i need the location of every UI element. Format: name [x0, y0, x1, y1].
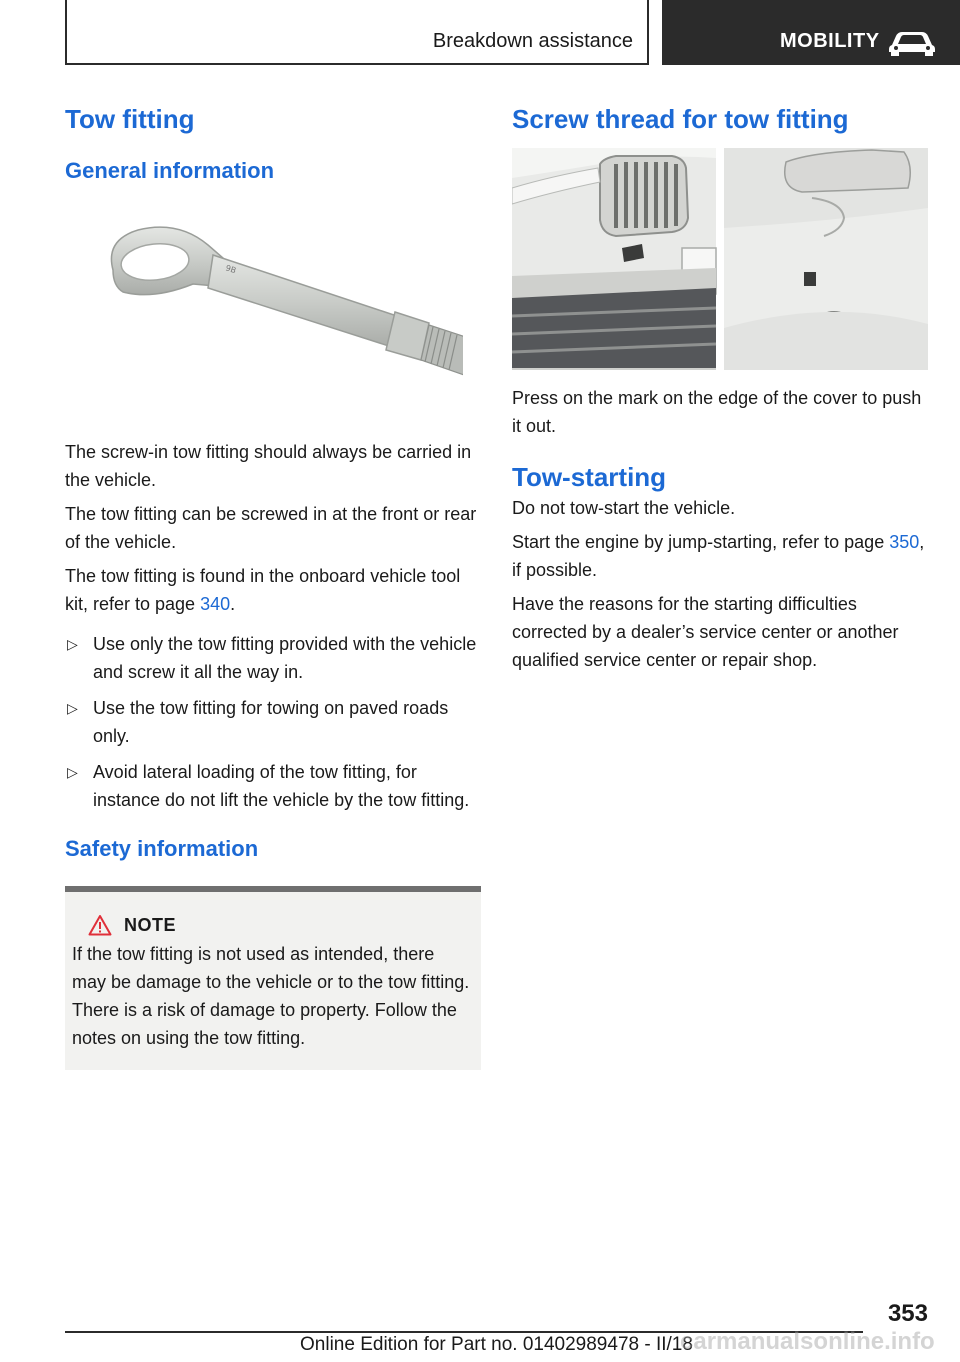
list-item [65, 758, 481, 814]
header-chapter-title: MOBILITY [780, 30, 880, 52]
paragraph-jump-start [512, 528, 928, 584]
header-section-title: Breakdown assistance [432, 30, 633, 52]
bullet-triangle-icon: ▷ [67, 764, 78, 780]
paragraph-tool-kit [65, 562, 481, 618]
right-column [512, 102, 928, 674]
paragraph-press-mark: Press on the mark on the edge of the cover to push it out. [512, 388, 922, 436]
list-item [65, 630, 481, 686]
paragraph-front-or-rear: The tow fitting can be screwed in at the front or rear of the vehicle. [65, 504, 477, 552]
jump-start-text-end: , if possible. [512, 532, 925, 580]
paragraph-no-tow-start: Do not tow-start the vehicle. [512, 498, 736, 518]
header-section-box [65, 0, 649, 65]
list-item-text: Use the tow fitting for towing on paved roads only. [93, 698, 449, 746]
screw-thread-heading: Screw thread for tow fitting [512, 104, 849, 134]
paragraph-starting-difficulties: Have the reasons for the starting difficulties corrected by a dealer’s service center or another qualified service center or repair shop. [512, 594, 899, 670]
general-information-heading: General information [65, 158, 275, 183]
bumper-cover-illustration [512, 148, 928, 370]
list-item-text: Use only the tow fitting provided with the vehicle and screw it all the way in. [93, 634, 477, 682]
tool-kit-text: The tow fitting is found in the onboard vehicle tool kit, refer to page [65, 566, 461, 614]
watermark: carmanualsonline.info [680, 1328, 935, 1355]
tow-fitting-bullet-list [65, 630, 481, 814]
note-header [88, 914, 473, 936]
svg-text:9B: 9B [224, 263, 238, 276]
page-340-link[interactable]: 340 [200, 594, 231, 614]
tow-starting-heading: Tow-starting [512, 462, 667, 492]
safety-information-heading: Safety information [65, 836, 259, 861]
note-box [65, 886, 481, 1070]
note-title: NOTE [124, 914, 177, 935]
bullet-triangle-icon: ▷ [67, 700, 78, 716]
bullet-triangle-icon: ▷ [67, 636, 78, 652]
list-item [65, 694, 481, 750]
note-text: If the tow fitting is not used as intended, there may be damage to the vehicle or to the tow fitting. There is a risk of damage to property. Follow the notes on using the tow fitting. [72, 944, 470, 1048]
jump-start-text: Start the engine by jump-starting, refer to page [512, 532, 890, 552]
warning-triangle-icon [88, 914, 112, 936]
list-item-text: Avoid lateral loading of the tow fitting, for instance do not lift the vehicle by the tow fitting. [93, 762, 470, 810]
left-column [65, 102, 481, 1070]
header-chapter-box [662, 0, 960, 65]
tow-fitting-illustration [83, 200, 463, 420]
footer-edition: Online Edition for Part no. 01402989478 - II/18 [300, 1334, 693, 1355]
tool-kit-text-end: . [230, 594, 236, 614]
paragraph-carry-in-vehicle: The screw-in tow fitting should always be carried in the vehicle. [65, 442, 472, 490]
car-icon [886, 28, 938, 56]
page-350-link[interactable]: 350 [889, 532, 920, 552]
tow-fitting-heading: Tow fitting [65, 104, 195, 134]
page-number: 353 [887, 1300, 928, 1327]
